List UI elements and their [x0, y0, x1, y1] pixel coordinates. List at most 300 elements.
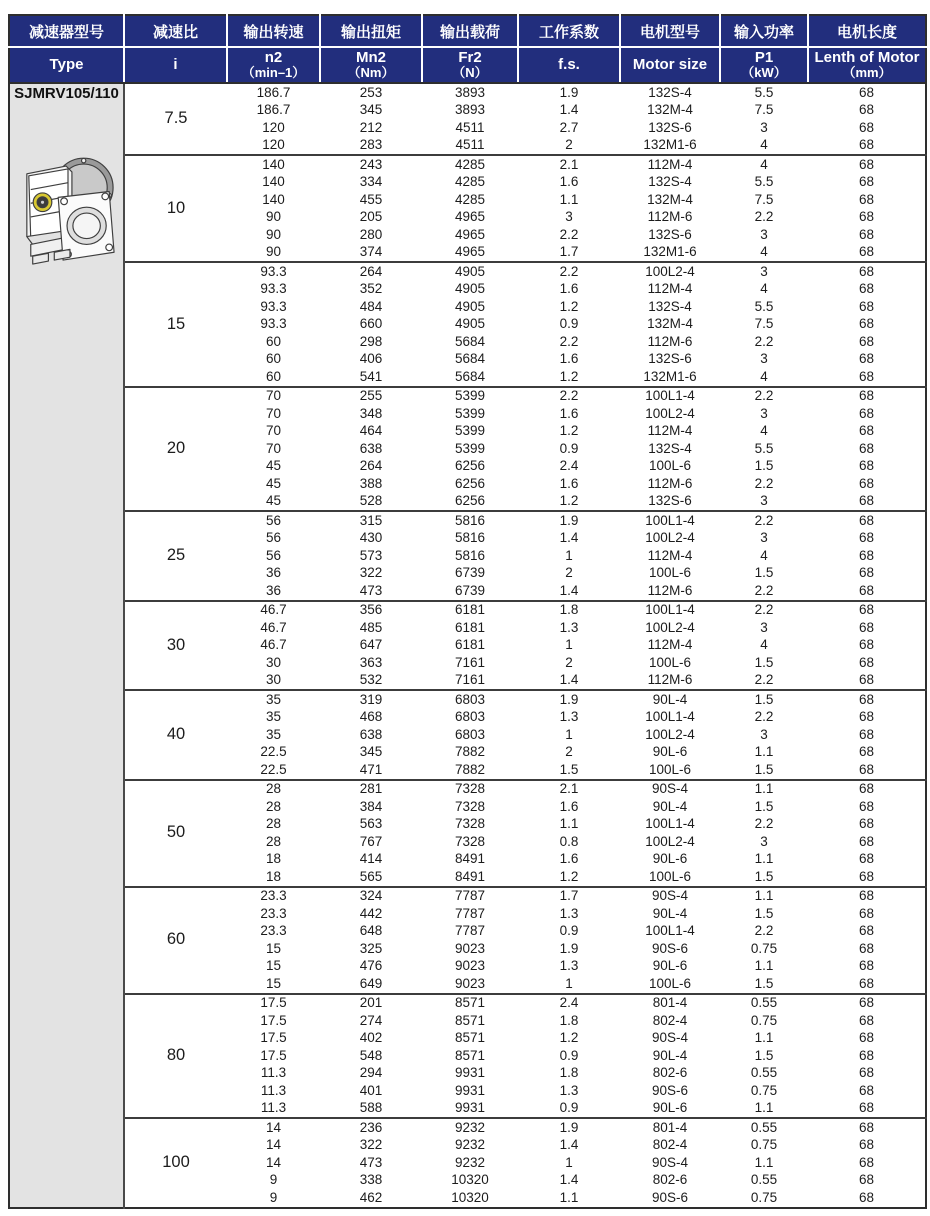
header-en-unit: （kW）: [741, 65, 787, 81]
spec-cell: 1.1: [720, 958, 808, 976]
spec-cell: 4511: [422, 137, 518, 156]
spec-cell: 90S-4: [620, 1154, 720, 1172]
spec-cell: 1.1: [720, 851, 808, 869]
spec-cell: 212: [320, 119, 422, 137]
spec-cell: 70: [227, 405, 320, 423]
spec-cell: 6181: [422, 619, 518, 637]
spec-cell: 9: [227, 1172, 320, 1190]
spec-cell: 1.1: [518, 816, 620, 834]
header-en-unit: （N）: [452, 65, 488, 81]
ratio-cell: 20: [124, 387, 227, 512]
spec-cell: 132S-4: [620, 83, 720, 102]
spec-cell: 374: [320, 244, 422, 263]
spec-cell: 15: [227, 940, 320, 958]
spec-cell: 5399: [422, 387, 518, 406]
spec-cell: 8571: [422, 1047, 518, 1065]
spec-cell: 2.4: [518, 994, 620, 1013]
spec-cell: 17.5: [227, 1030, 320, 1048]
spec-cell: 68: [808, 761, 926, 780]
spec-cell: 1.9: [518, 940, 620, 958]
spec-cell: 112M-4: [620, 281, 720, 299]
table-row: [9, 262, 926, 281]
spec-cell: 7161: [422, 672, 518, 691]
col-header-motor-en: [620, 47, 720, 83]
spec-cell: 68: [808, 923, 926, 941]
spec-cell: 2.2: [720, 387, 808, 406]
spec-cell: 68: [808, 1012, 926, 1030]
spec-cell: 70: [227, 387, 320, 406]
spec-cell: 68: [808, 423, 926, 441]
spec-cell: 112M-6: [620, 582, 720, 601]
spec-cell: 1.3: [518, 709, 620, 727]
spec-cell: 430: [320, 530, 422, 548]
spec-cell: 485: [320, 619, 422, 637]
spec-cell: 90: [227, 244, 320, 263]
spec-cell: 464: [320, 423, 422, 441]
spec-cell: 802-6: [620, 1065, 720, 1083]
header-en-unit: （mm）: [842, 65, 892, 81]
gearbox-illustration: [19, 146, 117, 286]
col-header-speed-zh: 输出转速: [227, 15, 320, 47]
spec-cell: 68: [808, 744, 926, 762]
spec-cell: 3893: [422, 83, 518, 102]
type-cell: [9, 83, 124, 1208]
spec-cell: 17.5: [227, 1012, 320, 1030]
col-header-power-en: [720, 47, 808, 83]
spec-cell: 90L-6: [620, 744, 720, 762]
spec-cell: 1.6: [518, 405, 620, 423]
spec-cell: 5816: [422, 547, 518, 565]
spec-cell: 10320: [422, 1172, 518, 1190]
table-row: [9, 690, 926, 709]
col-header-torque-en: [320, 47, 422, 83]
spec-cell: 46.7: [227, 637, 320, 655]
spec-cell: 2: [518, 137, 620, 156]
spec-cell: 132S-6: [620, 493, 720, 512]
ratio-cell: 60: [124, 887, 227, 994]
spec-cell: 23.3: [227, 887, 320, 906]
col-header-torque-zh: 输出扭矩: [320, 15, 422, 47]
spec-cell: 4965: [422, 209, 518, 227]
spec-cell: 112M-6: [620, 333, 720, 351]
spec-cell: 1.1: [720, 887, 808, 906]
spec-cell: 2.2: [720, 209, 808, 227]
spec-cell: 68: [808, 654, 926, 672]
table-row: [9, 887, 926, 906]
spec-cell: 120: [227, 137, 320, 156]
spec-cell: 2.2: [720, 582, 808, 601]
spec-cell: 5399: [422, 440, 518, 458]
spec-cell: 132M1-6: [620, 137, 720, 156]
spec-cell: 45: [227, 493, 320, 512]
spec-cell: 140: [227, 191, 320, 209]
spec-cell: 68: [808, 405, 926, 423]
spec-cell: 8571: [422, 1012, 518, 1030]
col-header-servicefactor-zh: 工作系数: [518, 15, 620, 47]
spec-cell: 100L-6: [620, 565, 720, 583]
spec-cell: 7328: [422, 798, 518, 816]
spec-cell: 334: [320, 174, 422, 192]
spec-cell: 68: [808, 458, 926, 476]
spec-cell: 132M1-6: [620, 368, 720, 387]
spec-cell: 1.4: [518, 530, 620, 548]
spec-cell: 11.3: [227, 1082, 320, 1100]
spec-cell: 280: [320, 226, 422, 244]
spec-cell: 2.2: [518, 333, 620, 351]
spec-cell: 60: [227, 351, 320, 369]
spec-cell: 532: [320, 672, 422, 691]
col-header-load-zh: 输出载荷: [422, 15, 518, 47]
spec-cell: 132S-4: [620, 174, 720, 192]
spec-cell: 68: [808, 209, 926, 227]
spec-cell: 68: [808, 582, 926, 601]
spec-cell: 100L1-4: [620, 601, 720, 620]
spec-cell: 6256: [422, 475, 518, 493]
spec-cell: 3: [720, 726, 808, 744]
spec-cell: 90L-6: [620, 851, 720, 869]
spec-cell: 90S-6: [620, 940, 720, 958]
spec-cell: 132S-4: [620, 440, 720, 458]
spec-cell: 1.5: [720, 761, 808, 780]
spec-cell: 1.5: [720, 565, 808, 583]
spec-cell: 5.5: [720, 174, 808, 192]
spec-cell: 4: [720, 368, 808, 387]
spec-cell: 9023: [422, 975, 518, 994]
spec-cell: 68: [808, 994, 926, 1013]
spec-cell: 68: [808, 298, 926, 316]
spec-cell: 186.7: [227, 102, 320, 120]
spec-cell: 528: [320, 493, 422, 512]
spec-cell: 2.2: [518, 262, 620, 281]
spec-cell: 801-4: [620, 1118, 720, 1137]
spec-cell: 363: [320, 654, 422, 672]
table-header: [9, 15, 926, 83]
spec-cell: 68: [808, 547, 926, 565]
spec-cell: 0.75: [720, 1012, 808, 1030]
spec-cell: 68: [808, 619, 926, 637]
spec-cell: 1.3: [518, 619, 620, 637]
spec-cell: 1.9: [518, 83, 620, 102]
header-row-english: [9, 47, 926, 83]
spec-cell: 325: [320, 940, 422, 958]
spec-cell: 6803: [422, 709, 518, 727]
spec-cell: 0.55: [720, 1065, 808, 1083]
spec-cell: 0.75: [720, 1082, 808, 1100]
spec-cell: 2: [518, 744, 620, 762]
spec-cell: 22.5: [227, 744, 320, 762]
spec-cell: 1: [518, 547, 620, 565]
spec-cell: 46.7: [227, 601, 320, 620]
spec-cell: 2.2: [720, 475, 808, 493]
spec-cell: 6256: [422, 458, 518, 476]
spec-cell: 0.8: [518, 833, 620, 851]
spec-cell: 253: [320, 83, 422, 102]
spec-cell: 68: [808, 816, 926, 834]
spec-cell: 1.4: [518, 1137, 620, 1155]
spec-cell: 56: [227, 547, 320, 565]
spec-cell: 2.1: [518, 155, 620, 174]
header-en-label: Lenth of Motor: [814, 49, 920, 67]
spec-cell: 1.2: [518, 423, 620, 441]
spec-cell: 319: [320, 690, 422, 709]
spec-cell: 100L2-4: [620, 726, 720, 744]
spec-cell: 68: [808, 174, 926, 192]
spec-cell: 68: [808, 1118, 926, 1137]
spec-cell: 7882: [422, 744, 518, 762]
spec-cell: 9023: [422, 958, 518, 976]
spec-cell: 4511: [422, 119, 518, 137]
spec-cell: 8491: [422, 868, 518, 887]
spec-cell: 802-4: [620, 1012, 720, 1030]
spec-cell: 8491: [422, 851, 518, 869]
spec-cell: 15: [227, 958, 320, 976]
spec-cell: 90: [227, 226, 320, 244]
spec-cell: 7.5: [720, 316, 808, 334]
spec-cell: 100L-6: [620, 761, 720, 780]
spec-cell: 100L1-4: [620, 511, 720, 530]
spec-cell: 201: [320, 994, 422, 1013]
spec-cell: 68: [808, 226, 926, 244]
spec-cell: 1.4: [518, 582, 620, 601]
spec-cell: 14: [227, 1118, 320, 1137]
spec-cell: 68: [808, 637, 926, 655]
table-row: [9, 387, 926, 406]
table-row: [9, 1118, 926, 1137]
spec-cell: 100L-6: [620, 868, 720, 887]
spec-cell: 660: [320, 316, 422, 334]
spec-cell: 1.5: [720, 458, 808, 476]
spec-cell: 1.6: [518, 174, 620, 192]
spec-cell: 100L2-4: [620, 530, 720, 548]
spec-cell: 1.5: [720, 690, 808, 709]
spec-cell: 4: [720, 423, 808, 441]
spec-cell: 112M-4: [620, 547, 720, 565]
spec-cell: 8571: [422, 994, 518, 1013]
ratio-cell: 100: [124, 1118, 227, 1208]
spec-cell: 2.2: [518, 226, 620, 244]
spec-cell: 7787: [422, 923, 518, 941]
spec-cell: 90L-4: [620, 798, 720, 816]
spec-cell: 3: [720, 493, 808, 512]
spec-cell: 345: [320, 744, 422, 762]
spec-cell: 7.5: [720, 191, 808, 209]
table-row: [9, 994, 926, 1013]
header-en-label: Mn2: [356, 49, 386, 67]
spec-cell: 68: [808, 833, 926, 851]
spec-cell: 4: [720, 281, 808, 299]
spec-cell: 68: [808, 316, 926, 334]
spec-cell: 90L-6: [620, 958, 720, 976]
spec-cell: 264: [320, 458, 422, 476]
spec-cell: 406: [320, 351, 422, 369]
spec-cell: 767: [320, 833, 422, 851]
header-en-label: Type: [49, 56, 84, 74]
spec-cell: 5684: [422, 368, 518, 387]
spec-cell: 68: [808, 868, 926, 887]
spec-cell: 68: [808, 672, 926, 691]
spec-cell: 1.3: [518, 1082, 620, 1100]
spec-cell: 1: [518, 726, 620, 744]
spec-cell: 322: [320, 565, 422, 583]
spec-cell: 4: [720, 637, 808, 655]
spec-cell: 68: [808, 1100, 926, 1119]
spec-cell: 1.1: [720, 1154, 808, 1172]
spec-cell: 7328: [422, 833, 518, 851]
spec-cell: 15: [227, 975, 320, 994]
spec-cell: 60: [227, 333, 320, 351]
spec-cell: 30: [227, 654, 320, 672]
spec-cell: 6803: [422, 690, 518, 709]
table-row: [9, 83, 926, 102]
spec-cell: 3: [720, 351, 808, 369]
header-en-unit: （Nm）: [347, 65, 395, 81]
spec-cell: 1.5: [720, 868, 808, 887]
spec-cell: 9931: [422, 1082, 518, 1100]
spec-cell: 35: [227, 690, 320, 709]
spec-cell: 283: [320, 137, 422, 156]
spec-cell: 90: [227, 209, 320, 227]
spec-cell: 68: [808, 565, 926, 583]
spec-cell: 588: [320, 1100, 422, 1119]
spec-cell: 402: [320, 1030, 422, 1048]
spec-cell: 541: [320, 368, 422, 387]
spec-cell: 3893: [422, 102, 518, 120]
spec-cell: 68: [808, 83, 926, 102]
spec-cell: 0.9: [518, 1100, 620, 1119]
spec-cell: 68: [808, 905, 926, 923]
spec-cell: 120: [227, 119, 320, 137]
spec-cell: 112M-4: [620, 423, 720, 441]
spec-cell: 0.75: [720, 940, 808, 958]
spec-cell: 801-4: [620, 994, 720, 1013]
spec-cell: 28: [227, 798, 320, 816]
spec-cell: 90S-4: [620, 1030, 720, 1048]
header-en-label: P1: [754, 49, 774, 67]
spec-cell: 2.2: [720, 709, 808, 727]
col-header-type-en: [9, 47, 124, 83]
spec-cell: 4: [720, 244, 808, 263]
spec-cell: 140: [227, 174, 320, 192]
spec-cell: 471: [320, 761, 422, 780]
spec-cell: 68: [808, 709, 926, 727]
col-header-motor-zh: 电机型号: [620, 15, 720, 47]
spec-cell: 0.55: [720, 1118, 808, 1137]
spec-cell: 5684: [422, 351, 518, 369]
col-header-motorlength-zh: 电机长度: [808, 15, 926, 47]
spec-cell: 45: [227, 458, 320, 476]
spec-cell: 9931: [422, 1065, 518, 1083]
spec-cell: 100L2-4: [620, 619, 720, 637]
spec-cell: 9023: [422, 940, 518, 958]
col-header-motorlength-en: [808, 47, 926, 83]
spec-cell: 7328: [422, 816, 518, 834]
spec-cell: 1.2: [518, 368, 620, 387]
spec-cell: 45: [227, 475, 320, 493]
table-row: [9, 601, 926, 620]
spec-cell: 93.3: [227, 316, 320, 334]
spec-cell: 7328: [422, 780, 518, 799]
spec-cell: 647: [320, 637, 422, 655]
spec-cell: 1.5: [720, 798, 808, 816]
spec-cell: 2: [518, 565, 620, 583]
spec-cell: 35: [227, 709, 320, 727]
spec-cell: 468: [320, 709, 422, 727]
spec-cell: 68: [808, 530, 926, 548]
spec-cell: 68: [808, 351, 926, 369]
spec-cell: 68: [808, 1047, 926, 1065]
spec-cell: 112M-6: [620, 672, 720, 691]
spec-cell: 11.3: [227, 1100, 320, 1119]
spec-cell: 18: [227, 868, 320, 887]
spec-cell: 1.1: [720, 1030, 808, 1048]
spec-cell: 573: [320, 547, 422, 565]
spec-cell: 1.4: [518, 102, 620, 120]
spec-cell: 3: [720, 833, 808, 851]
spec-cell: 112M-6: [620, 475, 720, 493]
spec-cell: 6181: [422, 637, 518, 655]
ratio-cell: 10: [124, 155, 227, 262]
spec-cell: 281: [320, 780, 422, 799]
spec-cell: 100L2-4: [620, 405, 720, 423]
spec-cell: 112M-6: [620, 209, 720, 227]
spec-cell: 100L-6: [620, 975, 720, 994]
spec-cell: 35: [227, 726, 320, 744]
spec-cell: 17.5: [227, 994, 320, 1013]
spec-cell: 9232: [422, 1118, 518, 1137]
spec-cell: 638: [320, 726, 422, 744]
spec-cell: 264: [320, 262, 422, 281]
spec-cell: 1.6: [518, 851, 620, 869]
spec-cell: 23.3: [227, 905, 320, 923]
spec-cell: 3: [720, 119, 808, 137]
spec-cell: 68: [808, 1137, 926, 1155]
spec-cell: 3: [720, 226, 808, 244]
spec-cell: 68: [808, 1065, 926, 1083]
ratio-cell: 7.5: [124, 83, 227, 155]
spec-cell: 4905: [422, 298, 518, 316]
spec-cell: 11.3: [227, 1065, 320, 1083]
spec-cell: 1.4: [518, 672, 620, 691]
spec-cell: 0.75: [720, 1137, 808, 1155]
spec-cell: 4905: [422, 281, 518, 299]
ratio-cell: 25: [124, 511, 227, 601]
spec-cell: 68: [808, 137, 926, 156]
spec-cell: 315: [320, 511, 422, 530]
spec-cell: 100L-6: [620, 458, 720, 476]
spec-cell: 4905: [422, 316, 518, 334]
spec-cell: 3: [720, 262, 808, 281]
spec-cell: 5816: [422, 511, 518, 530]
ratio-cell: 30: [124, 601, 227, 691]
spec-cell: 68: [808, 851, 926, 869]
col-header-type-zh: 减速器型号: [9, 15, 124, 47]
spec-cell: 60: [227, 368, 320, 387]
spec-cell: 100L1-4: [620, 923, 720, 941]
spec-cell: 132M-4: [620, 191, 720, 209]
spec-cell: 9931: [422, 1100, 518, 1119]
spec-cell: 68: [808, 780, 926, 799]
spec-cell: 5.5: [720, 298, 808, 316]
spec-cell: 1.2: [518, 1030, 620, 1048]
spec-cell: 68: [808, 493, 926, 512]
spec-cell: 1.5: [720, 1047, 808, 1065]
spec-cell: 6739: [422, 565, 518, 583]
spec-cell: 132S-6: [620, 119, 720, 137]
spec-cell: 0.9: [518, 923, 620, 941]
spec-cell: 1: [518, 975, 620, 994]
spec-cell: 6803: [422, 726, 518, 744]
spec-cell: 46.7: [227, 619, 320, 637]
